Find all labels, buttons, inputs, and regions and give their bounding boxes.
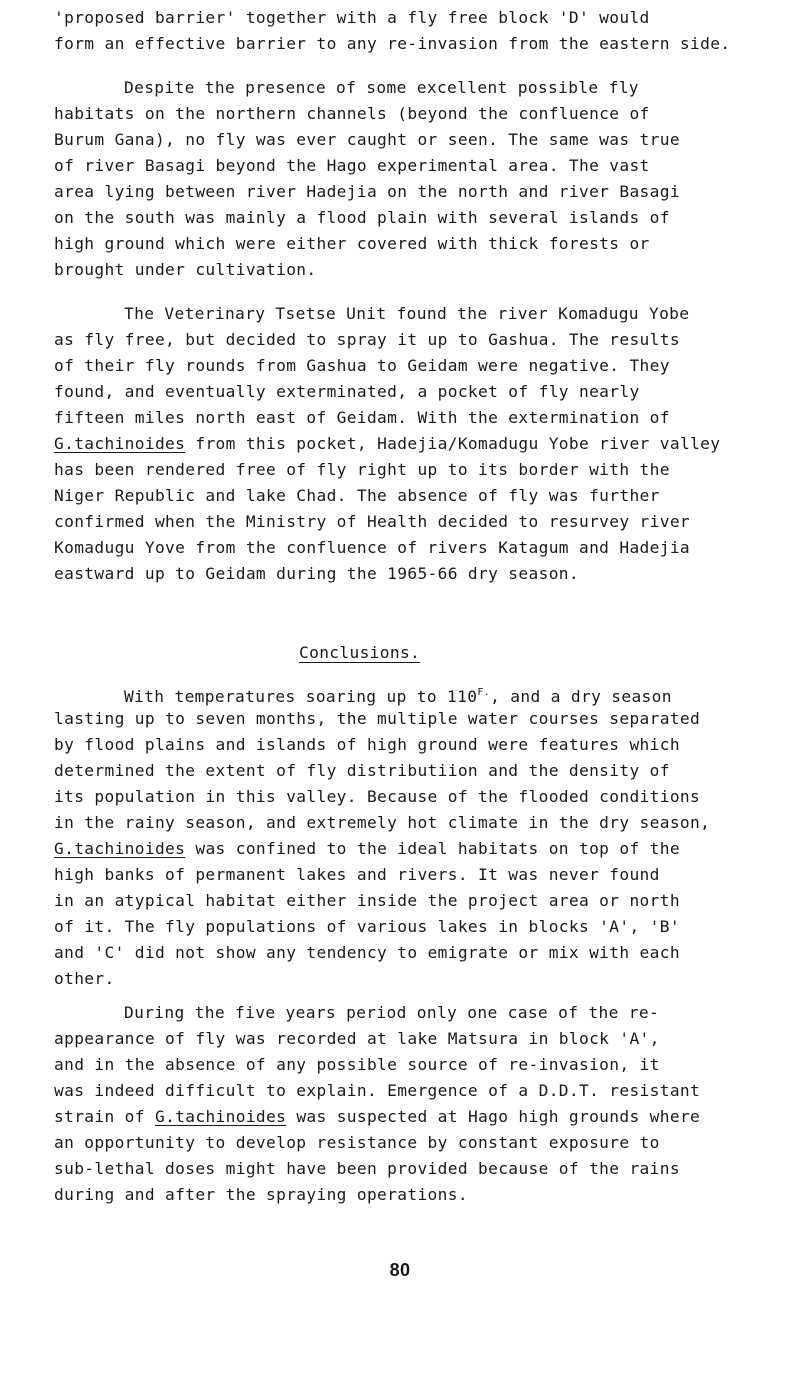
- text-line: [54, 680, 799, 706]
- text-line: form an effective barrier to any re-invasion from the eastern side.: [54, 34, 731, 53]
- text-line: during and after the spraying operations.: [54, 1185, 468, 1204]
- paragraph-habitats: [54, 75, 799, 283]
- text-line: on the south was mainly a flood plain with several islands of: [54, 208, 670, 227]
- text-line: its population in this valley. Because of the flooded conditions: [54, 787, 701, 806]
- paragraph-barrier: [54, 5, 799, 57]
- text-line: of their fly rounds from Gashua to Geidam were negative. They: [54, 356, 670, 375]
- species-name: G.tachinoides: [54, 434, 186, 453]
- text-line: and in the absence of any possible source of re-invasion, it: [54, 1055, 660, 1074]
- text-line: Burum Gana), no fly was ever caught or seen. The same was true: [54, 130, 680, 149]
- paragraph-conclusions: [54, 680, 799, 992]
- text-line: brought under cultivation.: [54, 260, 317, 279]
- text-fragment: was confined to the ideal habitats on top of the: [185, 839, 680, 858]
- text-line: high banks of permanent lakes and rivers. It was never found: [54, 865, 660, 884]
- text-line: [54, 1104, 799, 1130]
- text-line: of river Basagi beyond the Hago experimental area. The vast: [54, 156, 650, 175]
- text-line: has been rendered free of fly right up to its border with the: [54, 460, 670, 479]
- text-line: [54, 836, 799, 862]
- text-fragment: With temperatures soaring up to 110: [124, 687, 478, 706]
- text-line: [54, 431, 799, 457]
- superscript-unit: F.: [477, 687, 491, 698]
- text-line: habitats on the northern channels (beyond the confluence of: [54, 104, 650, 123]
- text-line: as fly free, but decided to spray it up to Gashua. The results: [54, 330, 680, 349]
- text-line: of it. The fly populations of various lakes in blocks 'A', 'B': [54, 917, 680, 936]
- text-line: fifteen miles north east of Geidam. With the extermination of: [54, 408, 670, 427]
- text-line: in an atypical habitat either inside the project area or north: [54, 891, 680, 910]
- text-line: Komadugu Yove from the confluence of rivers Katagum and Hadejia: [54, 538, 691, 557]
- text-fragment: from this pocket, Hadejia/Komadugu Yobe river valley: [185, 434, 721, 453]
- text-line: other.: [54, 969, 115, 988]
- text-line: appearance of fly was recorded at lake Matsura in block 'A',: [54, 1029, 660, 1048]
- text-fragment: , and a dry season: [490, 687, 672, 706]
- paragraph-reappearance: [54, 1000, 799, 1208]
- text-line: eastward up to Geidam during the 1965-66 dry season.: [54, 564, 579, 583]
- text-line: high ground which were either covered with thick forests or: [54, 234, 650, 253]
- section-heading-conclusions: Conclusions.: [299, 643, 421, 662]
- text-line: found, and eventually exterminated, a pocket of fly nearly: [54, 382, 640, 401]
- text-line: Niger Republic and lake Chad. The absence of fly was further: [54, 486, 660, 505]
- text-line: The Veterinary Tsetse Unit found the river Komadugu Yobe: [124, 304, 690, 323]
- species-name: G.tachinoides: [154, 1107, 287, 1126]
- text-line: in the rainy season, and extremely hot climate in the dry season,: [54, 813, 711, 832]
- text-line: sub-lethal doses might have been provided because of the rains: [54, 1159, 680, 1178]
- text-line: 'proposed barrier' together with a fly free block 'D' would: [54, 8, 650, 27]
- species-name: G.tachinoides: [54, 839, 186, 858]
- text-line: by flood plains and islands of high ground were features which: [54, 735, 680, 754]
- text-line: determined the extent of fly distributiion and the density of: [54, 761, 670, 780]
- page-number: 80: [389, 1260, 411, 1280]
- text-line: confirmed when the Ministry of Health decided to resurvey river: [54, 512, 691, 531]
- text-line: and 'C' did not show any tendency to emigrate or mix with each: [54, 943, 680, 962]
- paragraph-veterinary-unit: [54, 301, 799, 587]
- text-line: area lying between river Hadejia on the north and river Basagi: [54, 182, 680, 201]
- text-line: was indeed difficult to explain. Emergence of a D.D.T. resistant: [54, 1081, 701, 1100]
- text-fragment: strain of: [54, 1107, 155, 1126]
- text-line: lasting up to seven months, the multiple water courses separated: [54, 709, 701, 728]
- text-fragment: was suspected at Hago high grounds where: [286, 1107, 701, 1126]
- text-line: Despite the presence of some excellent possible fly: [124, 78, 639, 97]
- text-line: During the five years period only one case of the re-: [124, 1003, 660, 1022]
- text-line: an opportunity to develop resistance by constant exposure to: [54, 1133, 660, 1152]
